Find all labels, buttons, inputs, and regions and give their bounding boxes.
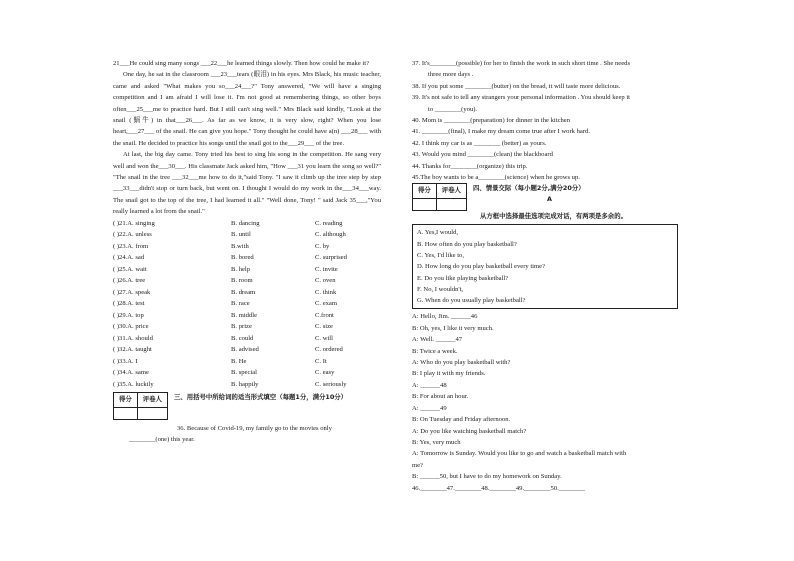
question-42: 42. I think my car is as ________ (better) as yours. [412,139,547,147]
option-row-23 [113,241,381,253]
option-a: ( )23.A. from [113,242,149,250]
answer-line: 46.________47.________48.________49.________50.________ [412,484,586,492]
option-c: C. by [315,242,330,250]
question-38: 38. If you put some ________(butter) on the bread, it will taste more delicious. [412,82,621,90]
option-row-25 [113,264,381,276]
box-option-b: B. How often do you play basketball? [417,240,517,248]
question-41: 41. ________(final), I make my dream come true after I work hard. [412,128,590,136]
option-row-27 [113,287,381,299]
option-b: B. prize [231,323,252,331]
option-a: ( )24.A. sad [113,254,145,262]
option-row-21 [113,218,381,230]
dialog-line: B: Twice a week. [412,347,458,355]
option-b: B. happily [231,380,259,388]
option-c: C. although [315,231,346,239]
question-44: 44. Thanks for________(organize) this trip. [412,162,528,170]
dialog-line: A: ______48 [412,381,447,389]
option-row-34 [113,367,381,379]
option-row-24 [113,252,381,264]
option-b: B. advised [231,346,259,354]
option-b: B. middle [231,311,258,319]
option-c: C. invite [315,265,338,273]
option-list [113,218,381,391]
dialog [412,311,684,494]
score-table [412,183,467,210]
option-c: C. will [315,334,333,342]
reviewer-label: 评卷人 [436,184,466,198]
dialog-line: A: ______49 [412,404,447,412]
option-c: C. size [315,323,333,331]
dialog-line: A: Do you like watching basketball match? [412,427,527,435]
question-37-cont: three more days . [428,71,474,79]
option-c: C. think [315,288,337,296]
box-option-e: E. Do you like playing basketball? [417,274,509,282]
option-a: ( )32.A. taught [113,346,152,354]
dialog-line: B: Yes, very much [412,438,461,446]
option-a: ( )33.A. I [113,357,138,365]
option-a: ( )35.A. luckily [113,380,154,388]
question-36-line-1: 36. Because of Covid-19, my family go to the movies only [177,424,332,432]
question-40: 40. Mom is ________(preparation) for dinner in the kitchen [412,117,571,125]
option-a: ( )30.A. price [113,323,149,331]
option-b: B. dream [231,288,256,296]
option-b: B. help [231,265,251,273]
dialog-line: B: Oh, yes, I like it very much. [412,324,494,332]
passage-paragraph-3: At last, the big day came. Tony tried his best to sing his song in the competition. He sang very well and won the___30___. His classmate Jack asked him, "How ___31 you learn the song so well?" "The snail in the tree ___32___me how to do it,"said Tony. "I saw it climb up the tree step by step ___33___didn't stop or turn back, but went on. I thought I would do my work in the___34___way. The snail got to the top of the tree, I had learned it all." "Well done, Tony! " said Jack 35___,"You really learned a lot from the snail." [113,151,381,216]
right-column [412,58,684,494]
question-39-cont: to ________(you). [428,105,478,113]
option-c: C.front [315,311,334,319]
question-45: 45.The boy wants to be a________(science) when he grows up. [412,174,580,182]
option-c: C. surprised [315,254,347,262]
option-a: ( )21.A. singing [113,219,155,227]
option-a: ( )25.A. wait [113,265,147,273]
left-column [113,58,381,445]
question-39: 39. It's not safe to tell any strangers your personal information . You should keep it [412,94,631,102]
score-label: 得分 [413,184,437,198]
option-row-31 [113,333,381,345]
box-option-f: F. No, I wouldn't, [417,285,464,293]
option-b: B.with [231,242,249,250]
option-b: B. special [231,369,258,377]
option-b: B. room [231,277,253,285]
option-a: ( )27.A. speak [113,288,151,296]
section-3-title: 三、用括号中所给词的适当形式填空（每题1分，满分10分） [173,393,348,402]
dialog-line: B: For about an hour. [412,393,469,401]
option-b: B. could [231,334,254,342]
passage-paragraph-2: One day, he sat in the classroom ___23___tears (眼泪) in his eyes. Mrs Black, his music teacher, came and asked "What makes you so___24___?" Tony answered, "We will have a singing competition and I am afraid I will lose it. I'm not good at remembering things, so other boys often___25___me to practice hard. But I still can't sing well." Mrs Black said kindly, "Look at the snail (蜗牛) in that___26___. As far as we know, it is very slow, right? When you lose heart,___27___ of the snail. He can give you hope." Tony thought he could have a(n) ___28___ with the snail. He decided to practice his songs until the snail got to the___29___ of the tree. [113,71,381,147]
reviewer-label: 评卷人 [137,393,167,407]
option-row-26 [113,275,381,287]
option-row-22 [113,229,381,241]
option-c: C. reading [315,219,343,227]
option-c: C. easy [315,369,335,377]
dialog-line: A: Hello, Jim. ______46 [412,313,478,321]
option-c: C. oven [315,277,336,285]
question-43: 43. Would you mind ________(clean) the blackboard [412,151,553,159]
box-option-a: A. Yes,I would, [417,229,459,237]
option-row-35 [113,379,381,391]
score-cell[interactable] [413,198,437,210]
option-b: B. He [231,357,247,365]
options-box [412,224,678,309]
option-a: ( )31.A. should [113,334,153,342]
option-row-28 [113,298,381,310]
option-row-33 [113,356,381,368]
option-row-29 [113,310,381,322]
dialog-line: me? [412,461,423,469]
option-a: ( )28.A. test [113,300,145,308]
dialog-line: B: On Tuesday and Friday afternoon. [412,416,511,424]
option-row-30 [113,321,381,333]
section-a-label: A [546,194,552,203]
dialog-line: B: ______50, but I have to do my homework on Sunday. [412,473,562,481]
dialog-line: A: Who do you play basketball with? [412,359,511,367]
option-c: C. seriously [315,380,347,388]
option-a: ( )22.A. unless [113,231,152,239]
option-c: C. It [315,357,327,365]
section-4-instruction: 从方框中选择最佳选项完成对话，有两项是多余的。 [480,211,627,220]
option-a: ( )29.A. top [113,311,144,319]
box-option-c: C. Yes, I'd like to, [417,251,464,259]
section-4-title: 四、情景交际（每小题2分,满分20分） [472,184,585,193]
option-a: ( )26.A. tree [113,277,146,285]
option-b: B. dancing [231,219,260,227]
section-4-titles [467,183,585,210]
score-label: 得分 [114,393,138,407]
reviewer-cell[interactable] [137,407,167,419]
box-option-g: G. When do you usually play basketball? [417,297,526,305]
reviewer-cell[interactable] [436,198,466,210]
section-3-header [113,392,381,419]
question-37: 37. It's________(possible) for her to finish the work in such short time . She needs [412,60,631,67]
score-table [113,392,168,419]
option-b: B. race [231,300,250,308]
option-b: B. until [231,231,251,239]
option-c: C. exam [315,300,337,308]
section-4-header [412,183,684,210]
box-option-d: D. How long do you play basketball every time? [417,263,545,271]
dialog-line: A: Tomorrow is Sunday. Would you like to go and watch a basketball match with [412,450,627,458]
option-a: ( )34.A. same [113,369,149,377]
option-c: C. ordered [315,346,343,354]
option-b: B. bored [231,254,254,262]
dialog-line: B: I play it with my friends. [412,370,486,378]
score-cell[interactable] [114,407,138,419]
option-row-32 [113,344,381,356]
question-36-line-2: ________(one) this year. [129,436,195,443]
passage-paragraph-1: 21___He could sing many songs ___22___he learned things slowly. Then how could he make it? [113,60,370,67]
dialog-line: A: Well. ______47 [412,336,463,344]
